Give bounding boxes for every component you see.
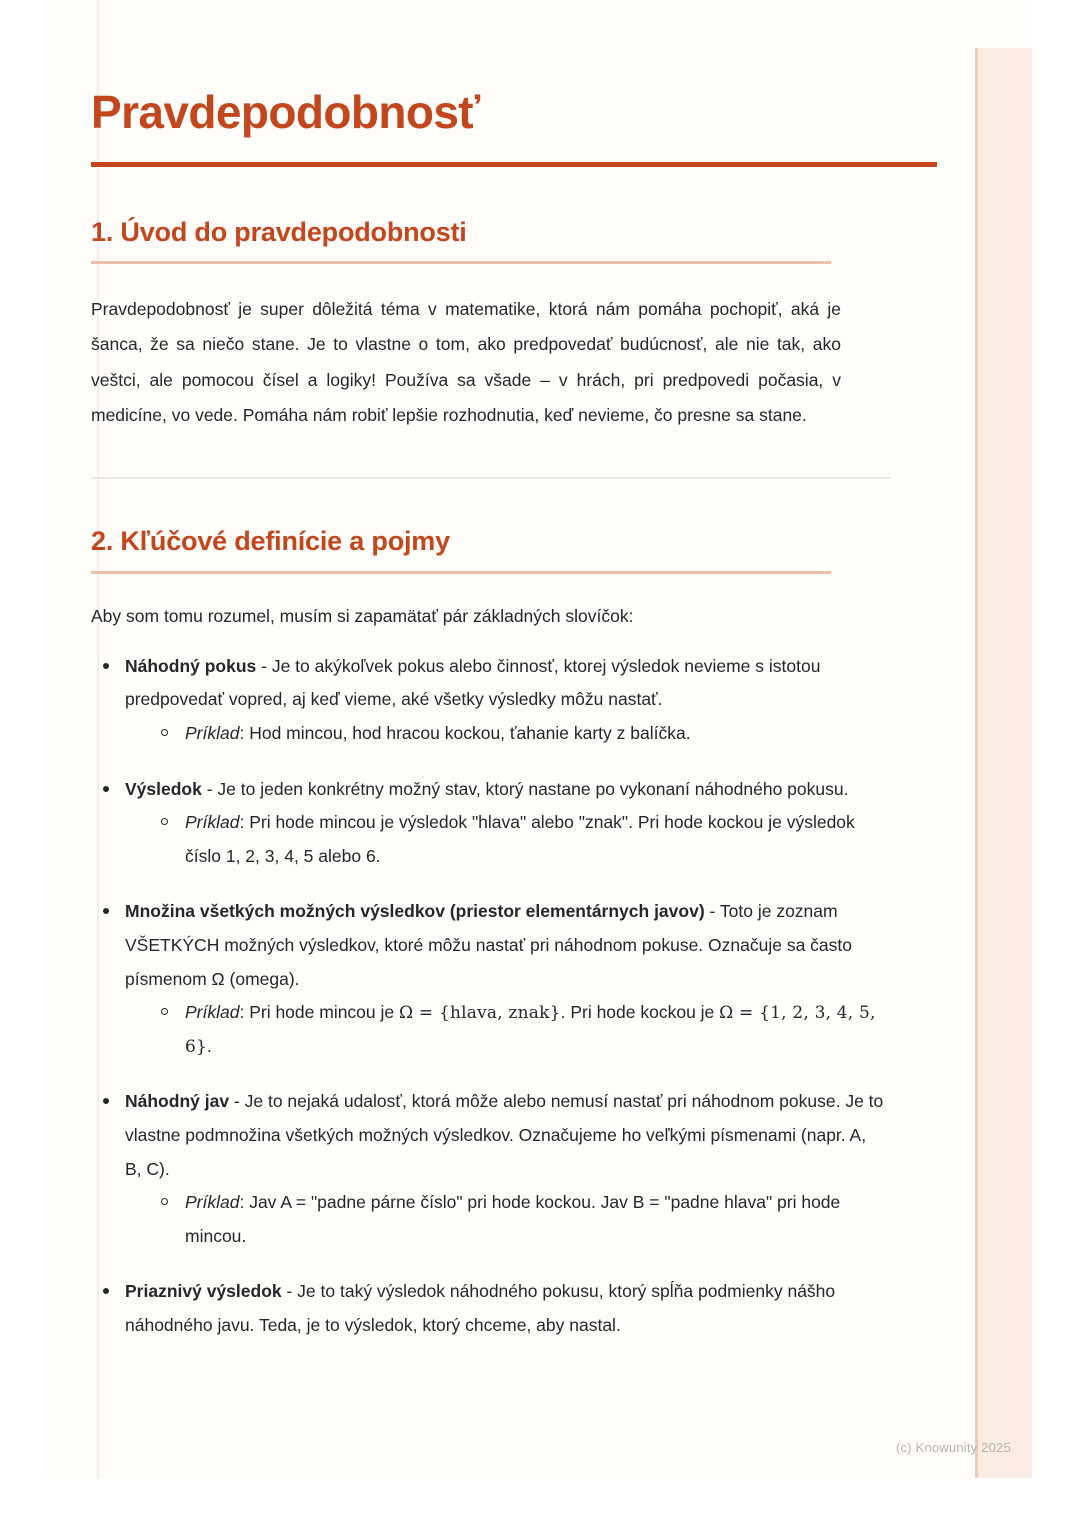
example-suffix: . xyxy=(207,1035,212,1056)
definition-list xyxy=(91,630,951,1343)
example-item xyxy=(159,717,885,751)
section-1-paragraph: Pravdepodobnosť je super dôležitá téma v matematike, ktorá nám pomáha pochopiť, aká je šanca, že sa niečo stane. Je to vlastne o tom, ako predpovedať budúcnosť, ale nie tak, ako veštci, ale pomocou čísel a logiky! Používa sa všade – v hrách, pri predpovedi počasia, v medicíne, vo vede. Pomáha nám robiť lepšie rozhodnutia, keď nevieme, čo presne sa stane. xyxy=(91,299,841,426)
definition-term: Náhodný jav xyxy=(125,1091,230,1112)
copyright-watermark: (c) Knowunity 2025 xyxy=(896,1440,1011,1455)
section-1-heading: 1. Úvod do pravdepodobnosti xyxy=(91,216,467,247)
definition-text: - Je to taký výsledok náhodného pokusu, ktorý spĺňa podmienky nášho náhodného javu. Teda, je to výsledok, ktorý chceme, aby nastal. xyxy=(125,1281,836,1335)
section-2-heading: 2. Kľúčové definície a pojmy xyxy=(91,526,450,557)
example-middle: . Pri hode kockou je xyxy=(560,1002,720,1023)
example-list xyxy=(125,1186,885,1253)
definition-term: Množina všetkých možných výsledkov (priestor elementárnych javov) xyxy=(125,901,705,922)
example-text: : Hod mincou, hod hracou kockou, ťahanie karty z balíčka. xyxy=(239,723,691,744)
example-item xyxy=(159,1186,885,1253)
document-content xyxy=(91,0,951,1365)
list-item xyxy=(91,1275,885,1342)
definition-term: Priaznivý výsledok xyxy=(125,1281,282,1302)
example-item xyxy=(159,996,885,1063)
example-list xyxy=(125,717,885,751)
example-label: Príklad xyxy=(185,1192,240,1213)
title-underline xyxy=(91,162,937,167)
example-prefix: : Pri hode mincou je xyxy=(239,1002,399,1023)
example-list xyxy=(125,996,885,1063)
example-item xyxy=(159,806,885,873)
list-item xyxy=(91,895,885,1063)
example-text: : Pri hode mincou je výsledok "hlava" alebo "znak". Pri hode kockou je výsledok číslo 1, 2, 3, 4, 5 alebo 6. xyxy=(185,812,855,866)
definition-text: - Je to jeden konkrétny možný stav, ktorý nastane po vykonaní náhodného pokusu. xyxy=(201,778,849,799)
section-divider xyxy=(91,477,891,479)
example-label: Príklad xyxy=(185,1002,240,1023)
example-list xyxy=(125,806,885,873)
math-expression-omega-coin: Ω = {hlava, znak} xyxy=(399,1003,561,1024)
page-title: Pravdepodobnosť xyxy=(91,86,480,138)
right-edge-strip xyxy=(975,48,1032,1478)
list-item xyxy=(91,1085,885,1253)
example-label: Príklad xyxy=(185,723,240,744)
definition-text: - Toto je zoznam VŠETKÝCH možných výsledkov, ktoré môžu nastať pri náhodnom pokuse. Označuje sa často písmenom Ω (omega). xyxy=(125,901,852,989)
definition-term: Výsledok xyxy=(125,778,202,799)
definition-term: Náhodný pokus xyxy=(125,655,257,676)
section-introduction xyxy=(91,216,951,434)
example-text: : Jav A = "padne párne číslo" pri hode kockou. Jav B = "padne hlava" pri hode mincou. xyxy=(185,1192,841,1246)
definition-text: - Je to akýkoľvek pokus alebo činnosť, ktorej výsledok nevieme s istotou predpovedať vopred, aj keď vieme, aké všetky výsledky môžu nastať. xyxy=(125,655,821,710)
list-item xyxy=(91,773,885,874)
section-2-lead: Aby som tomu rozumel, musím si zapamätať pár základných slovíčok: xyxy=(91,605,634,626)
list-item xyxy=(91,650,885,751)
math-expression-omega-die: Ω = {1, 2, 3, 4, 5, 6} xyxy=(185,1003,876,1057)
definition-text: - Je to nejaká udalosť, ktorá môže alebo nemusí nastať pri náhodnom pokuse. Je to vlastne podmnožina všetkých možných výsledkov. Označujeme ho veľkými písmenami (napr. A, B, C). xyxy=(125,1091,884,1179)
example-label: Príklad xyxy=(185,812,240,833)
section-definitions xyxy=(91,525,951,1342)
document-page xyxy=(45,0,1032,1478)
